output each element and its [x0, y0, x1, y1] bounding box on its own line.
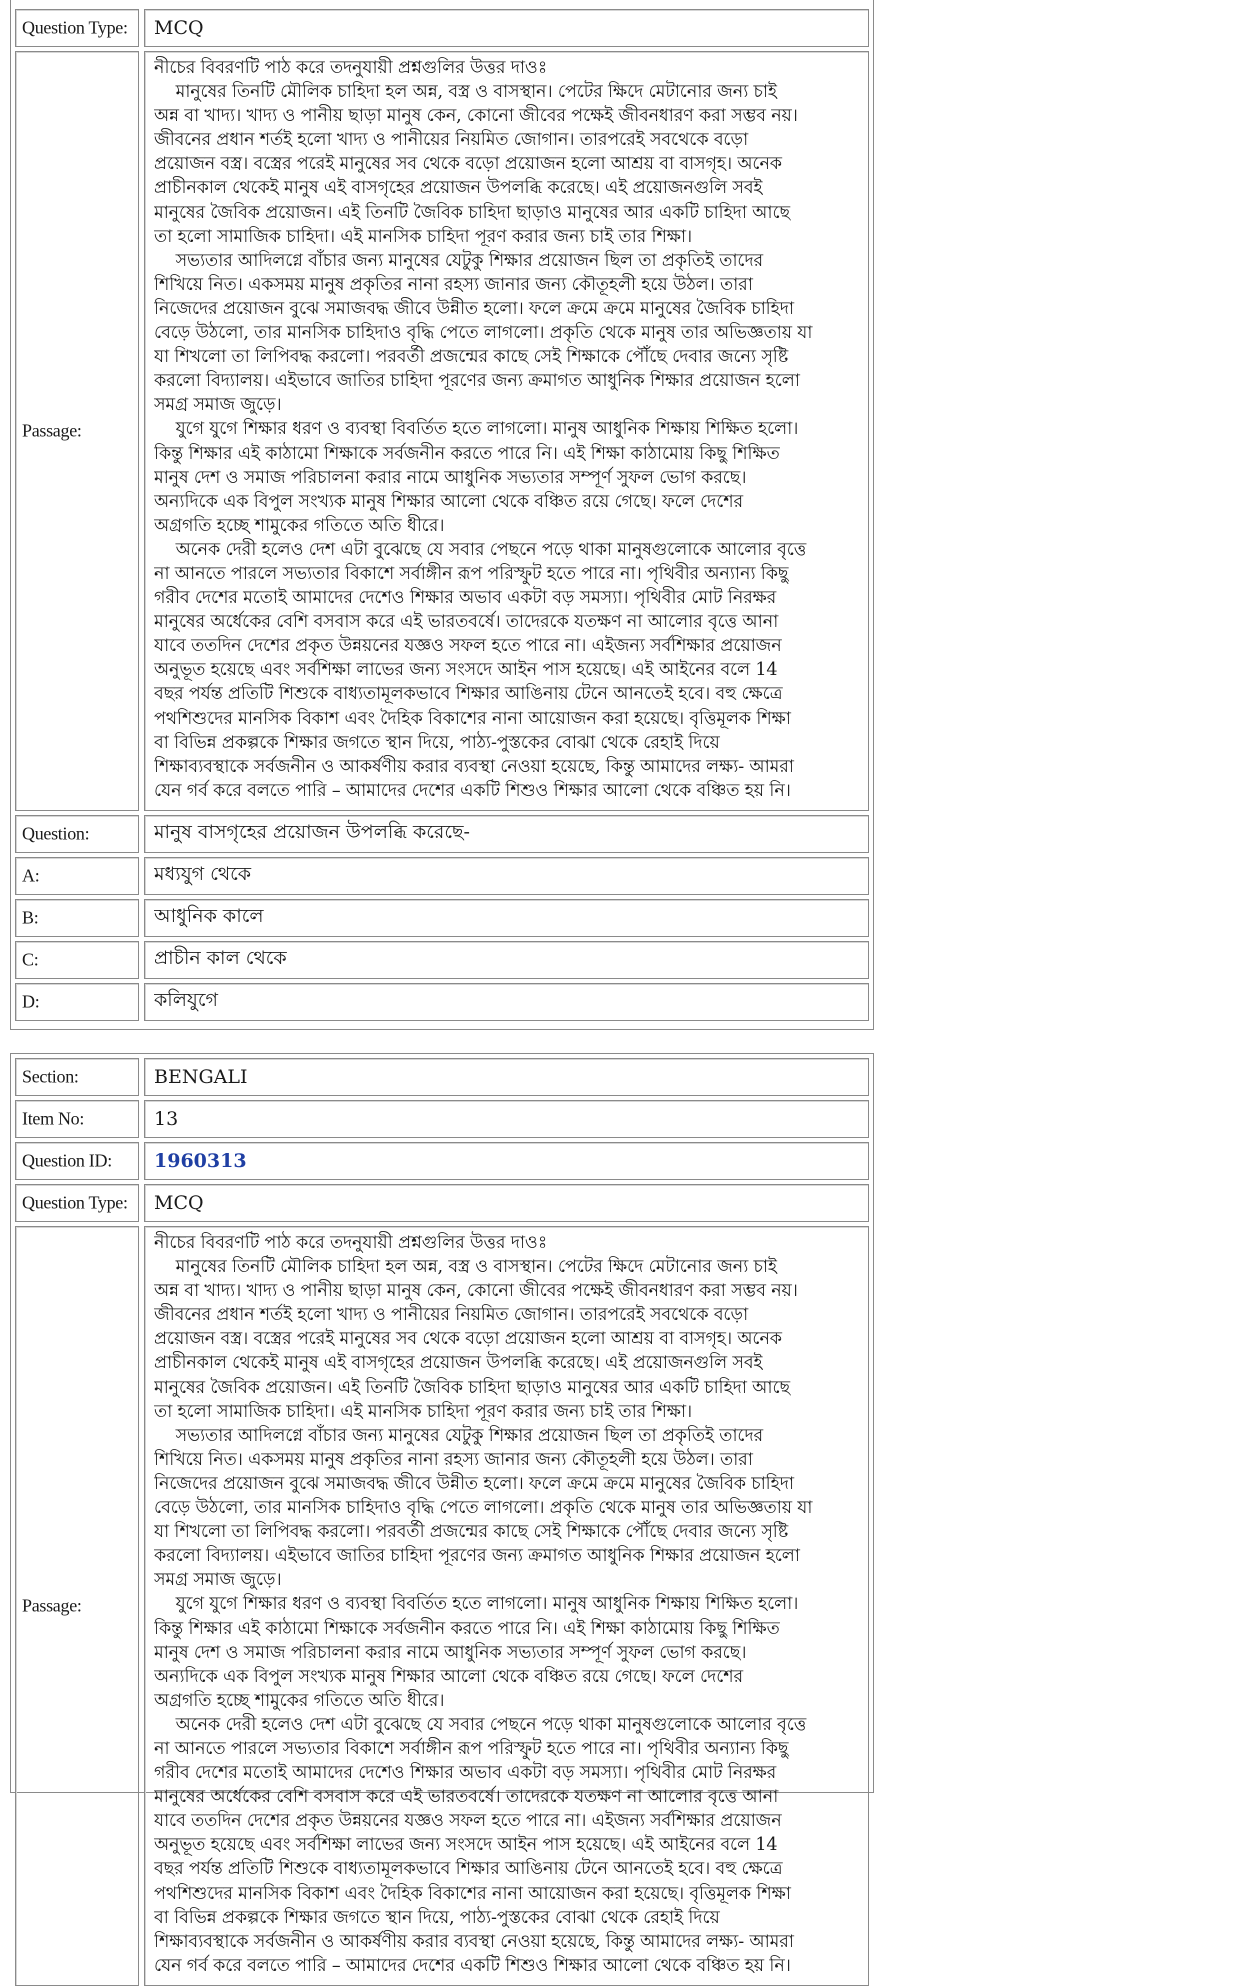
question-row: [15, 815, 869, 853]
passage-line: প্রাচীনকাল থেকেই মানুষ এই বাসগৃহের প্রয়োজন উপলব্ধি করেছে। এই প্রয়োজনগুলি সবই: [154, 178, 763, 199]
option-b-text: আধুনিক কালে: [154, 905, 264, 927]
item-no-value: 13: [154, 1108, 179, 1130]
question-block-2: [10, 1053, 874, 1976]
passage-line: না আনতে পারলে সভ্যতার বিকাশে সর্বাঙ্গীন রূপ পরিস্ফুট হতে পারে না। পৃথিবীর অন্যান্য কিছু: [154, 1738, 789, 1759]
passage-line: যুগে যুগে শিক্ষার ধরণ ও ব্যবস্থা বিবর্তিত হতে লাগলো। মানুষ আধুনিক শিক্ষায় শিক্ষিত হলো।: [154, 1594, 799, 1615]
passage-line: না আনতে পারলে সভ্যতার বিকাশে সর্বাঙ্গীন রূপ পরিস্ফুট হতে পারে না। পৃথিবীর অন্যান্য কিছু: [154, 563, 789, 584]
passage-line: অন্ন বা খাদ্য। খাদ্য ও পানীয় ছাড়া মানুষ কেন, কোনো জীবের পক্ষেই জীবনধারণ করা সম্ভব নয়।: [154, 1281, 798, 1302]
passage-line: শিক্ষাব্যবস্থাকে সর্বজনীন ও আকর্ষণীয় করার ব্যবস্থা নেওয়া হয়েছে, কিন্তু আমাদের লক্ষ্য- আমরা: [154, 756, 794, 777]
option-c-text: প্রাচীন কাল থেকে: [154, 947, 287, 969]
passage-line: নিজেদের প্রয়োজন বুঝে সমাজবদ্ধ জীবে উন্নীত হলো। ফলে ক্রমে ক্রমে মানুষের জৈবিক চাহিদা: [154, 298, 794, 319]
passage-line: জীবনের প্রধান শর্তই হলো খাদ্য ও পানীয়ের নিয়মিত জোগান। তারপরেই সবথেকে বড়ো: [154, 130, 748, 151]
passage-line: কিন্তু শিক্ষার এই কাঠামো শিক্ষাকে সর্বজনীন করতে পারে নি। এই শিক্ষা কাঠামোয় কিছু শিক্ষিত: [154, 443, 780, 464]
passage-line: মানুষের অর্ধেকের বেশি বসবাস করে এই ভারতবর্ষে। তাদেরকে যতক্ষণ না আলোর বৃত্তে আনা: [154, 612, 779, 633]
passage-line: অনেক দেরী হলেও দেশ এটা বুঝেছে যে সবার পেছনে পড়ে থাকা মানুষগুলোকে আলোর বৃত্তে: [154, 1714, 807, 1735]
option-b-label: B:: [22, 907, 39, 928]
passage-line: যেন গর্ব করে বলতে পারি – আমাদের দেশের একটি শিশুও শিক্ষার আলো থেকে বঞ্চিত হয় নি।: [154, 780, 791, 801]
question-text: মানুষ বাসগৃহের প্রয়োজন উপলব্ধি করেছে-: [154, 821, 470, 843]
passage-line: প্রাচীনকাল থেকেই মানুষ এই বাসগৃহের প্রয়োজন উপলব্ধি করেছে। এই প্রয়োজনগুলি সবই: [154, 1353, 763, 1374]
passage-line: যুগে যুগে শিক্ষার ধরণ ও ব্যবস্থা বিবর্তিত হতে লাগলো। মানুষ আধুনিক শিক্ষায় শিক্ষিত হলো।: [154, 419, 799, 440]
passage-line: যা শিখলো তা লিপিবদ্ধ করলো। পরবর্তী প্রজন্মের কাছে সেই শিক্ষাকে পৌঁছে দেবার জন্যে সৃষ্টি: [154, 347, 789, 368]
passage-line: মানুষের জৈবিক প্রয়োজন। এই তিনটি জৈবিক চাহিদা ছাড়াও মানুষের আর একটি চাহিদা আছে: [154, 202, 790, 223]
passage-line: পথশিশুদের মানসিক বিকাশ এবং দৈহিক বিকাশের নানা আয়োজন করা হয়েছে। বৃত্তিমূলক শিক্ষা: [154, 708, 791, 729]
passage-line: অগ্রগতি হচ্ছে শামুকের গতিতে অতি ধীরে।: [154, 1690, 445, 1711]
passage-line: গরীব দেশের মতোই আমাদের দেশেও শিক্ষার অভাব একটা বড় সমস্যা। পৃথিবীর মোট নিরক্ষর: [154, 1763, 777, 1784]
passage-line: বেড়ে উঠলো, তার মানসিক চাহিদাও বৃদ্ধি পেতে লাগলো। প্রকৃতি থেকে মানুষ তার অভিজ্ঞতায় যা: [154, 323, 813, 344]
passage-line: শিখিয়ে নিত। একসময় মানুষ প্রকৃতির নানা রহস্য জানার জন্য কৌতূহলী হয়ে উঠল। তারা: [154, 274, 753, 295]
passage-line: অনুভূত হয়েছে এবং সর্বশিক্ষা লাভের জন্য সংসদে আইন পাস হয়েছে। এই আইনের বলে 14: [154, 660, 778, 681]
question-type-row-2: [15, 1184, 869, 1222]
passage-row: [15, 51, 869, 811]
option-a-label: A:: [22, 865, 40, 886]
passage-line: নীচের বিবরণটি পাঠ করে তদনুযায়ী প্রশ্নগুলির উত্তর দাওঃ: [154, 58, 548, 78]
passage-line: অন্যদিকে এক বিপুল সংখ্যক মানুষ শিক্ষার আলো থেকে বঞ্চিত রয়ে গেছে। ফলে দেশের: [154, 491, 743, 512]
passage-line: প্রয়োজন বস্ত্র। বস্ত্রের পরেই মানুষের সব থেকে বড়ো প্রয়োজন হলো আশ্রয় বা বাসগৃহ। অনেক: [154, 154, 782, 175]
passage-line: যাবে ততদিন দেশের প্রকৃত উন্নয়নের যজ্ঞও সফল হতে পারে না। এইজন্য সর্বশিক্ষার প্রয়োজন: [154, 636, 782, 657]
passage-line: গরীব দেশের মতোই আমাদের দেশেও শিক্ষার অভাব একটা বড় সমস্যা। পৃথিবীর মোট নিরক্ষর: [154, 588, 777, 609]
passage-label: Passage:: [22, 420, 82, 441]
passage-line: নীচের বিবরণটি পাঠ করে তদনুযায়ী প্রশ্নগুলির উত্তর দাওঃ: [154, 1233, 548, 1253]
passage-line: অনুভূত হয়েছে এবং সর্বশিক্ষা লাভের জন্য সংসদে আইন পাস হয়েছে। এই আইনের বলে 14: [154, 1835, 778, 1856]
passage-line: যেন গর্ব করে বলতে পারি – আমাদের দেশের একটি শিশুও শিক্ষার আলো থেকে বঞ্চিত হয় নি।: [154, 1955, 791, 1976]
passage-line: মানুষ দেশ ও সমাজ পরিচালনা করার নামে আধুনিক সভ্যতার সম্পূর্ণ সুফল ভোগ করছে।: [154, 1642, 747, 1663]
passage-line: সভ্যতার আদিলগ্নে বাঁচার জন্য মানুষের যেটুকু শিক্ষার প্রয়োজন ছিল তা প্রকৃতিই তাদের: [154, 1425, 763, 1446]
option-d-label: D:: [22, 991, 40, 1012]
passage-line: বা বিভিন্ন প্রকল্পকে শিক্ষার জগতে স্থান দিয়ে, পাঠ্য-পুস্তকের বোঝা থেকে রেহাই দিয়ে: [154, 732, 720, 753]
passage-line: তা হলো সামাজিক চাহিদা। এই মানসিক চাহিদা পূরণ করার জন্য চাই তার শিক্ষা।: [154, 1401, 693, 1422]
passage-line: বা বিভিন্ন প্রকল্পকে শিক্ষার জগতে স্থান দিয়ে, পাঠ্য-পুস্তকের বোঝা থেকে রেহাই দিয়ে: [154, 1907, 720, 1928]
question-id-row: [15, 1142, 869, 1180]
passage-text: [154, 56, 862, 803]
section-row: [15, 1058, 869, 1096]
passage-line: নিজেদের প্রয়োজন বুঝে সমাজবদ্ধ জীবে উন্নীত হলো। ফলে ক্রমে ক্রমে মানুষের জৈবিক চাহিদা: [154, 1473, 794, 1494]
option-d-row: [15, 983, 869, 1021]
question-id-label: Question ID:: [22, 1150, 112, 1171]
passage-line: সভ্যতার আদিলগ্নে বাঁচার জন্য মানুষের যেটুকু শিক্ষার প্রয়োজন ছিল তা প্রকৃতিই তাদের: [154, 250, 763, 271]
option-b-row: [15, 899, 869, 937]
passage-line: করলো বিদ্যালয়। এইভাবে জাতির চাহিদা পূরণের জন্য ক্রমাগত আধুনিক শিক্ষার প্রয়োজন হলো: [154, 1546, 800, 1567]
passage-line: পথশিশুদের মানসিক বিকাশ এবং দৈহিক বিকাশের নানা আয়োজন করা হয়েছে। বৃত্তিমূলক শিক্ষা: [154, 1883, 791, 1904]
question-block-1: [10, 0, 874, 1030]
passage-line: বেড়ে উঠলো, তার মানসিক চাহিদাও বৃদ্ধি পেতে লাগলো। প্রকৃতি থেকে মানুষ তার অভিজ্ঞতায় যা: [154, 1498, 813, 1519]
passage-line: মানুষের তিনটি মৌলিক চাহিদা হল অন্ন, বস্ত্র ও বাসস্থান। পেটের ক্ষিদে মেটানোর জন্য চাই: [154, 82, 777, 103]
question-label: Question:: [22, 823, 90, 844]
passage-line: বছর পর্যন্ত প্রতিটি শিশুকে বাধ্যতামূলকভাবে শিক্ষার আঙিনায় টেনে আনতেই হবে। বহু ক্ষেত্রে: [154, 1859, 783, 1880]
question-type-label: Question Type:: [22, 17, 128, 38]
item-no-row: [15, 1100, 869, 1138]
passage-line: শিখিয়ে নিত। একসময় মানুষ প্রকৃতির নানা রহস্য জানার জন্য কৌতূহলী হয়ে উঠল। তারা: [154, 1449, 753, 1470]
passage-line: অগ্রগতি হচ্ছে শামুকের গতিতে অতি ধীরে।: [154, 515, 445, 536]
question-type-value: MCQ: [154, 17, 204, 39]
passage-line: সমগ্র সমাজ জুড়ে।: [154, 395, 282, 416]
question-id-value: 1960313: [154, 1150, 247, 1172]
passage-line: যা শিখলো তা লিপিবদ্ধ করলো। পরবর্তী প্রজন্মের কাছে সেই শিক্ষাকে পৌঁছে দেবার জন্যে সৃষ্টি: [154, 1522, 789, 1543]
passage-line: কিন্তু শিক্ষার এই কাঠামো শিক্ষাকে সর্বজনীন করতে পারে নি। এই শিক্ষা কাঠামোয় কিছু শিক্ষিত: [154, 1618, 780, 1639]
option-a-row: [15, 857, 869, 895]
passage-line: যাবে ততদিন দেশের প্রকৃত উন্নয়নের যজ্ঞও সফল হতে পারে না। এইজন্য সর্বশিক্ষার প্রয়োজন: [154, 1811, 782, 1832]
item-no-label: Item No:: [22, 1108, 85, 1129]
section-label: Section:: [22, 1066, 79, 1087]
passage-line: সমগ্র সমাজ জুড়ে।: [154, 1570, 282, 1591]
passage-label-2: Passage:: [22, 1595, 82, 1616]
passage-line: মানুষের জৈবিক প্রয়োজন। এই তিনটি জৈবিক চাহিদা ছাড়াও মানুষের আর একটি চাহিদা আছে: [154, 1377, 790, 1398]
question-type-value-2: MCQ: [154, 1192, 204, 1214]
passage-line: অন্ন বা খাদ্য। খাদ্য ও পানীয় ছাড়া মানুষ কেন, কোনো জীবের পক্ষেই জীবনধারণ করা সম্ভব নয়।: [154, 106, 798, 127]
section-value: BENGALI: [154, 1066, 248, 1088]
passage-line: মানুষের তিনটি মৌলিক চাহিদা হল অন্ন, বস্ত্র ও বাসস্থান। পেটের ক্ষিদে মেটানোর জন্য চাই: [154, 1257, 777, 1278]
question-type-label-2: Question Type:: [22, 1192, 128, 1213]
option-d-text: কলিযুগে: [154, 989, 218, 1011]
passage-line: শিক্ষাব্যবস্থাকে সর্বজনীন ও আকর্ষণীয় করার ব্যবস্থা নেওয়া হয়েছে, কিন্তু আমাদের লক্ষ্য- আমরা: [154, 1931, 794, 1952]
passage-line: মানুষ দেশ ও সমাজ পরিচালনা করার নামে আধুনিক সভ্যতার সম্পূর্ণ সুফল ভোগ করছে।: [154, 467, 747, 488]
passage-line: জীবনের প্রধান শর্তই হলো খাদ্য ও পানীয়ের নিয়মিত জোগান। তারপরেই সবথেকে বড়ো: [154, 1305, 748, 1326]
question-type-row: [15, 9, 869, 47]
option-a-text: মধ্যযুগ থেকে: [154, 863, 252, 885]
passage-line: মানুষের অর্ধেকের বেশি বসবাস করে এই ভারতবর্ষে। তাদেরকে যতক্ষণ না আলোর বৃত্তে আনা: [154, 1787, 779, 1808]
passage-line: প্রয়োজন বস্ত্র। বস্ত্রের পরেই মানুষের সব থেকে বড়ো প্রয়োজন হলো আশ্রয় বা বাসগৃহ। অনেক: [154, 1329, 782, 1350]
passage-line: করলো বিদ্যালয়। এইভাবে জাতির চাহিদা পূরণের জন্য ক্রমাগত আধুনিক শিক্ষার প্রয়োজন হলো: [154, 371, 800, 392]
passage-line: বছর পর্যন্ত প্রতিটি শিশুকে বাধ্যতামূলকভাবে শিক্ষার আঙিনায় টেনে আনতেই হবে। বহু ক্ষেত্রে: [154, 684, 783, 705]
passage-line: তা হলো সামাজিক চাহিদা। এই মানসিক চাহিদা পূরণ করার জন্য চাই তার শিক্ষা।: [154, 226, 693, 247]
passage-line: অনেক দেরী হলেও দেশ এটা বুঝেছে যে সবার পেছনে পড়ে থাকা মানুষগুলোকে আলোর বৃত্তে: [154, 539, 807, 560]
option-c-row: [15, 941, 869, 979]
option-c-label: C:: [22, 949, 39, 970]
passage-line: অন্যদিকে এক বিপুল সংখ্যক মানুষ শিক্ষার আলো থেকে বঞ্চিত রয়ে গেছে। ফলে দেশের: [154, 1666, 743, 1687]
passage-text-2: [154, 1231, 862, 1978]
passage-row-2: [15, 1226, 869, 1986]
